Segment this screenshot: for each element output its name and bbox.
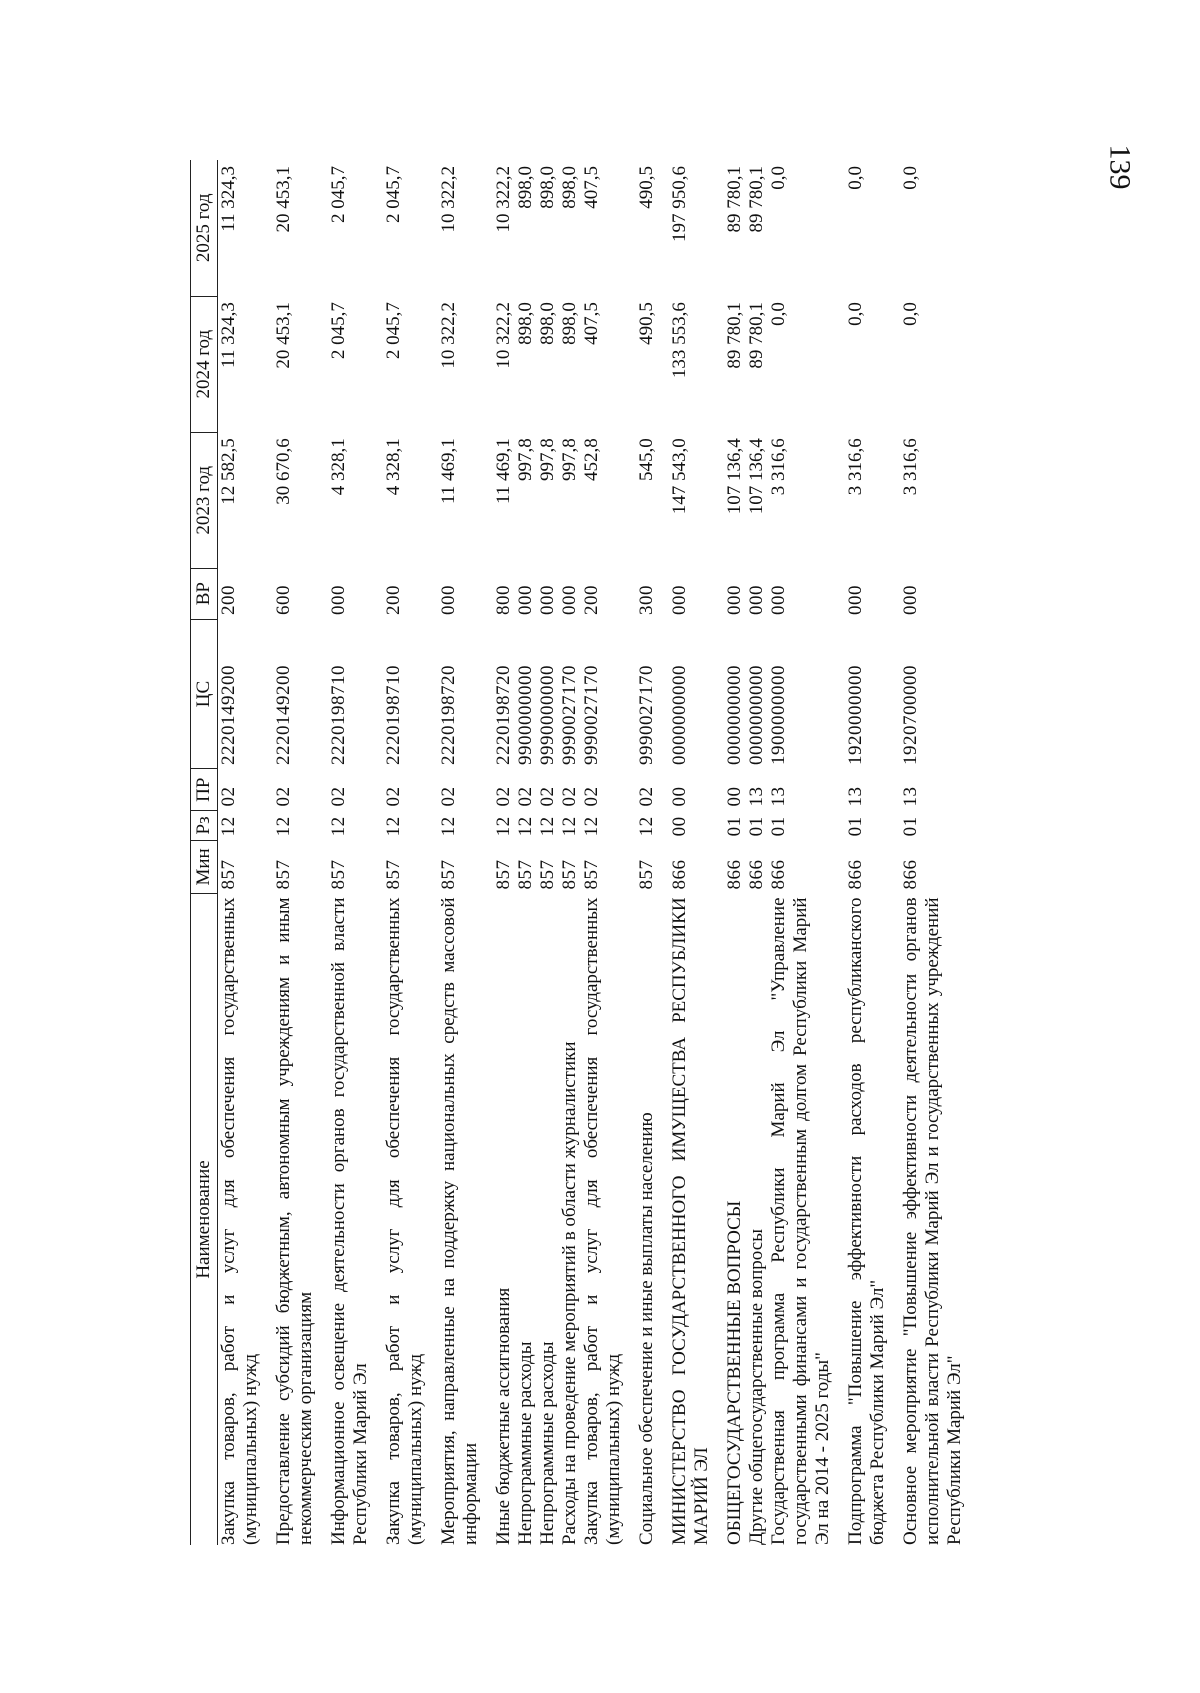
cell-rz: 12	[218, 816, 239, 837]
cell-y2025: 89 780,1	[724, 166, 745, 233]
table-body	[218, 160, 967, 1545]
cell-rz: 12	[559, 816, 580, 837]
cell-y2025: 89 780,1	[746, 166, 767, 233]
table-row	[559, 160, 581, 1545]
cell-pr: 02	[537, 786, 558, 807]
cell-y2024: 2 045,7	[328, 302, 349, 360]
table-row	[515, 160, 537, 1545]
cell-pr: 13	[768, 786, 789, 807]
cell-pr: 00	[669, 786, 690, 807]
cell-min: 866	[900, 859, 921, 890]
cell-y2023: 107 136,4	[724, 438, 745, 515]
cell-y2023: 11 469,1	[438, 438, 459, 505]
cell-y2024: 0,0	[845, 302, 866, 326]
cell-y2025: 0,0	[900, 166, 921, 190]
cell-cs: 9900000000	[515, 664, 536, 765]
cell-cs: 2220149200	[273, 664, 294, 765]
cell-name: Основное мероприятие "Повышение эффективности деятельности органов исполнительной власти Республики Марий Эл и государственных учреждений Республики Марий Эл"	[900, 897, 965, 1545]
cell-min: 857	[559, 859, 580, 890]
header-cs: ЦС	[191, 619, 218, 769]
cell-cs: 0000000000	[724, 664, 745, 765]
cell-min: 857	[273, 859, 294, 890]
cell-name: Закупка товаров, работ и услуг для обеспечения государственных (муниципальных) нужд	[218, 897, 261, 1545]
cell-y2023: 3 316,6	[845, 438, 866, 496]
cell-y2023: 452,8	[581, 438, 602, 481]
cell-y2023: 4 328,1	[328, 438, 349, 496]
cell-name: Закупка товаров, работ и услуг для обеспечения государственных (муниципальных) нужд	[383, 897, 426, 1545]
cell-y2024: 89 780,1	[724, 302, 745, 369]
cell-vr: 000	[328, 585, 349, 616]
table-row	[427, 160, 482, 1545]
cell-rz: 01	[724, 816, 745, 837]
header-vr: ВР	[191, 568, 218, 619]
cell-min: 857	[537, 859, 558, 890]
cell-name: Информационное освещение деятельности органов государственной власти Республики Марий Эл	[328, 897, 371, 1545]
cell-y2025: 898,0	[515, 166, 536, 209]
cell-cs: 2220198720	[438, 664, 459, 765]
cell-name: Социальное обеспечение и иные выплаты населению	[636, 1112, 657, 1545]
cell-y2025: 407,5	[581, 166, 602, 209]
page-number: 139	[1103, 144, 1137, 190]
cell-y2024: 89 780,1	[746, 302, 767, 369]
cell-min: 857	[383, 859, 404, 890]
cell-y2025: 0,0	[768, 166, 789, 190]
cell-y2023: 3 316,6	[768, 438, 789, 496]
cell-y2025: 898,0	[537, 166, 558, 209]
cell-vr: 000	[669, 585, 690, 616]
cell-vr: 200	[581, 585, 602, 616]
table-row	[713, 160, 746, 1545]
cell-pr: 02	[493, 786, 514, 807]
cell-pr: 02	[383, 786, 404, 807]
cell-y2024: 10 322,2	[438, 302, 459, 369]
cell-cs: 2220198720	[493, 664, 514, 765]
table-row	[768, 160, 834, 1545]
cell-y2025: 490,5	[636, 166, 657, 209]
header-2023: 2023 год	[191, 432, 218, 568]
cell-min: 857	[493, 859, 514, 890]
cell-y2025: 898,0	[559, 166, 580, 209]
cell-min: 857	[328, 859, 349, 890]
cell-y2023: 545,0	[636, 438, 657, 481]
cell-pr: 13	[746, 786, 767, 807]
table-row	[746, 160, 768, 1545]
cell-min: 866	[768, 859, 789, 890]
cell-min: 857	[581, 859, 602, 890]
cell-min: 866	[746, 859, 767, 890]
cell-pr: 00	[724, 786, 745, 807]
cell-y2023: 11 469,1	[493, 438, 514, 505]
table-row	[625, 160, 658, 1545]
cell-y2023: 107 136,4	[746, 438, 767, 515]
cell-rz: 12	[438, 816, 459, 837]
cell-pr: 02	[218, 786, 239, 807]
cell-vr: 300	[636, 585, 657, 616]
cell-y2024: 898,0	[515, 302, 536, 345]
header-name: Наименование	[191, 893, 218, 1545]
cell-vr: 200	[218, 585, 239, 616]
cell-min: 866	[724, 859, 745, 890]
cell-cs: 1920000000	[845, 664, 866, 765]
cell-y2024: 0,0	[900, 302, 921, 326]
table-row	[262, 160, 317, 1545]
cell-y2023: 997,8	[515, 438, 536, 481]
cell-vr: 000	[746, 585, 767, 616]
cell-pr: 02	[438, 786, 459, 807]
cell-pr: 02	[515, 786, 536, 807]
table-row	[658, 160, 713, 1545]
cell-rz: 12	[328, 816, 349, 837]
cell-y2024: 490,5	[636, 302, 657, 345]
cell-y2023: 12 582,5	[218, 438, 239, 505]
cell-cs: 2220149200	[218, 664, 239, 765]
cell-y2024: 2 045,7	[383, 302, 404, 360]
cell-rz: 00	[669, 816, 690, 837]
cell-y2024: 0,0	[768, 302, 789, 326]
cell-name: Закупка товаров, работ и услуг для обеспечения государственных (муниципальных) нужд	[581, 897, 624, 1545]
table-header	[191, 160, 218, 1545]
cell-vr: 000	[537, 585, 558, 616]
table-row	[482, 160, 515, 1545]
cell-cs: 1900000000	[768, 664, 789, 765]
cell-y2025: 2 045,7	[328, 166, 349, 223]
header-pr: ПР	[191, 769, 218, 811]
cell-name: Расходы на проведение мероприятий в области журналистики	[559, 1041, 580, 1545]
cell-name: Иные бюджетные ассигнования	[493, 1287, 514, 1545]
cell-cs: 9990027170	[636, 664, 657, 765]
cell-name: Государственная программа Республики Марий Эл "Управление государственными финансами и государственным долгом Республики Марий Эл на 2014 - 2025 годы"	[768, 897, 833, 1545]
cell-cs: 2220198710	[328, 664, 349, 765]
table-row	[834, 160, 889, 1545]
cell-y2024: 898,0	[559, 302, 580, 345]
cell-cs: 1920700000	[900, 664, 921, 765]
cell-y2023: 30 670,6	[273, 438, 294, 505]
cell-pr: 02	[328, 786, 349, 807]
cell-y2024: 898,0	[537, 302, 558, 345]
cell-cs: 9990027170	[581, 664, 602, 765]
cell-y2024: 407,5	[581, 302, 602, 345]
cell-min: 857	[438, 859, 459, 890]
cell-name: Непрограммные расходы	[537, 1341, 558, 1545]
cell-rz: 12	[383, 816, 404, 837]
cell-rz: 01	[746, 816, 767, 837]
cell-y2024: 133 553,6	[669, 302, 690, 379]
header-min: Мин	[191, 840, 218, 893]
cell-min: 857	[218, 859, 239, 890]
table-row	[317, 160, 372, 1545]
budget-table	[190, 160, 966, 1545]
cell-pr: 02	[559, 786, 580, 807]
cell-rz: 12	[581, 816, 602, 837]
cell-vr: 000	[768, 585, 789, 616]
cell-vr: 000	[515, 585, 536, 616]
cell-rz: 12	[273, 816, 294, 837]
cell-rz: 01	[845, 816, 866, 837]
cell-y2023: 147 543,0	[669, 438, 690, 515]
cell-rz: 12	[515, 816, 536, 837]
cell-y2025: 2 045,7	[383, 166, 404, 223]
cell-min: 857	[636, 859, 657, 890]
cell-y2024: 10 322,2	[493, 302, 514, 369]
cell-name: ОБЩЕГОСУДАРСТВЕННЫЕ ВОПРОСЫ	[724, 1200, 745, 1545]
cell-y2023: 4 328,1	[383, 438, 404, 496]
cell-vr: 000	[724, 585, 745, 616]
cell-cs: 0000000000	[746, 664, 767, 765]
cell-min: 857	[515, 859, 536, 890]
cell-name: Другие общегосударственные вопросы	[746, 1229, 767, 1545]
cell-vr: 800	[493, 585, 514, 616]
table-row	[889, 160, 966, 1545]
cell-pr: 02	[273, 786, 294, 807]
table-row	[537, 160, 559, 1545]
cell-cs: 9990027170	[559, 664, 580, 765]
cell-y2025: 10 322,2	[493, 166, 514, 233]
cell-vr: 000	[438, 585, 459, 616]
cell-y2024: 20 453,1	[273, 302, 294, 369]
cell-rz: 01	[768, 816, 789, 837]
cell-rz: 12	[493, 816, 514, 837]
cell-y2024: 11 324,3	[218, 302, 239, 368]
cell-name: Подпрограмма "Повышение эффективности расходов республиканского бюджета Республики Марий Эл"	[845, 897, 888, 1545]
cell-y2025: 0,0	[845, 166, 866, 190]
cell-name: МИНИСТЕРСТВО ГОСУДАРСТВЕННОГО ИМУЩЕСТВА РЕСПУБЛИКИ МАРИЙ ЭЛ	[669, 897, 712, 1545]
header-rz: Рз	[191, 810, 218, 840]
cell-vr: 600	[273, 585, 294, 616]
header-2024: 2024 год	[191, 296, 218, 432]
cell-y2025: 11 324,3	[218, 166, 239, 232]
cell-pr: 13	[845, 786, 866, 807]
cell-y2025: 10 322,2	[438, 166, 459, 233]
cell-pr: 13	[900, 786, 921, 807]
table-row	[218, 160, 263, 1545]
cell-rz: 12	[636, 816, 657, 837]
cell-rz: 01	[900, 816, 921, 837]
cell-y2023: 997,8	[559, 438, 580, 481]
cell-name: Непрограммные расходы	[515, 1341, 536, 1545]
cell-vr: 000	[559, 585, 580, 616]
cell-name: Мероприятия, направленные на поддержку национальных средств массовой информации	[438, 897, 481, 1545]
cell-y2023: 3 316,6	[900, 438, 921, 496]
cell-vr: 200	[383, 585, 404, 616]
cell-cs: 0000000000	[669, 664, 690, 765]
table-row	[581, 160, 625, 1545]
cell-y2025: 20 453,1	[273, 166, 294, 233]
cell-min: 866	[845, 859, 866, 890]
cell-pr: 02	[581, 786, 602, 807]
cell-rz: 12	[537, 816, 558, 837]
cell-name: Предоставление субсидий бюджетным, автономным учреждениям и иным некоммерческим организациям	[273, 897, 316, 1545]
cell-cs: 9990000000	[537, 664, 558, 765]
table-row	[372, 160, 427, 1545]
budget-table-sheet	[190, 160, 1095, 1545]
cell-y2023: 997,8	[537, 438, 558, 481]
cell-cs: 2220198710	[383, 664, 404, 765]
cell-vr: 000	[845, 585, 866, 616]
cell-vr: 000	[900, 585, 921, 616]
cell-min: 866	[669, 859, 690, 890]
cell-y2025: 197 950,6	[669, 166, 690, 242]
cell-pr: 02	[636, 786, 657, 807]
header-2025: 2025 год	[191, 160, 218, 296]
